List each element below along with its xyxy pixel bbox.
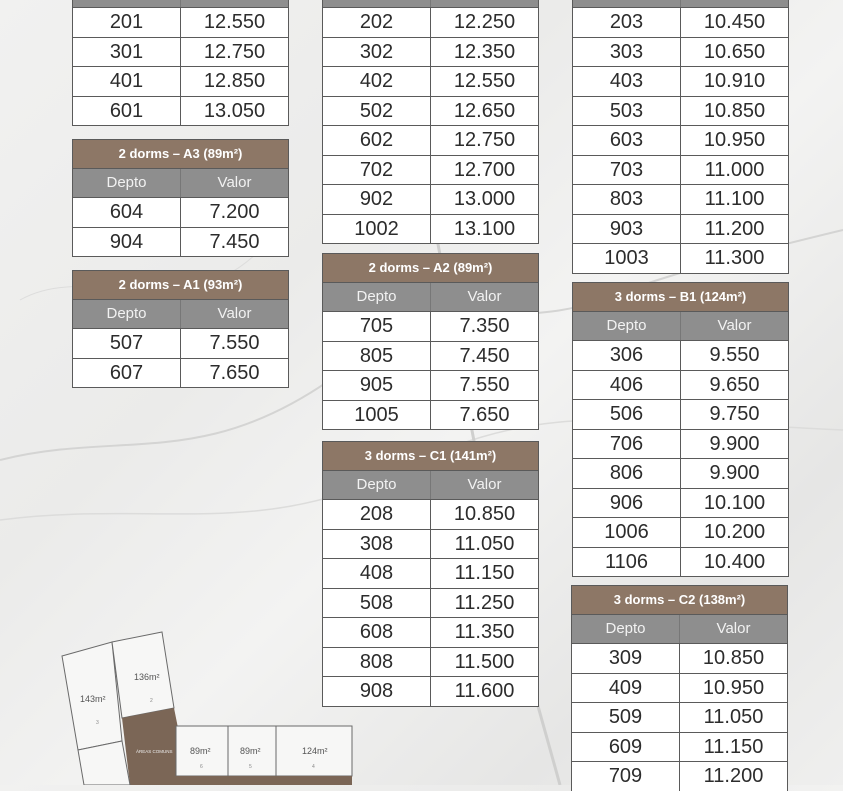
- area-label: 89m²: [240, 746, 261, 756]
- header-depto: Depto: [572, 615, 680, 643]
- area-label: 143m²: [80, 694, 106, 704]
- table-title: 2 dorms – A1 (93m²): [73, 271, 288, 300]
- depto-cell: 1003: [573, 244, 681, 273]
- valor-cell: 7.450: [459, 344, 510, 367]
- depto-cell: 609: [572, 733, 680, 762]
- table-header: [323, 283, 538, 311]
- table-row: [573, 517, 788, 547]
- depto-cell: 808: [323, 648, 431, 677]
- table-row: [73, 7, 288, 37]
- table-title: 2 dorms – A3 (89m²): [73, 140, 288, 169]
- valor-cell: 11.200: [704, 217, 765, 240]
- table-row: [573, 370, 788, 400]
- depto-cell: 302: [323, 38, 431, 67]
- depto-cell: 908: [323, 677, 431, 706]
- table-row: [323, 184, 538, 214]
- depto-cell: 805: [323, 342, 431, 371]
- price-table-a3: [72, 139, 289, 257]
- depto-cell: 803: [573, 185, 681, 214]
- price-table-c2: [571, 585, 788, 791]
- table-row: [573, 214, 788, 244]
- depto-cell: 503: [573, 97, 681, 126]
- depto-cell: 906: [573, 489, 681, 518]
- unit-number: 6: [200, 764, 203, 770]
- table-row: [573, 7, 788, 37]
- depto-cell: 607: [73, 359, 181, 388]
- depto-cell: 602: [323, 126, 431, 155]
- table-row: [73, 328, 288, 358]
- unit-number: 5: [249, 764, 252, 770]
- table-row: [73, 227, 288, 257]
- table-header: [323, 471, 538, 499]
- depto-cell: 509: [572, 703, 680, 732]
- table-row: [323, 558, 538, 588]
- table-row: [323, 96, 538, 126]
- price-table-a2: [322, 253, 539, 430]
- price-table-top-1: [72, 0, 289, 126]
- valor-cell: 12.700: [453, 158, 516, 181]
- table-row: [573, 37, 788, 67]
- depto-cell: 1005: [323, 401, 431, 430]
- table-row: [572, 643, 787, 673]
- depto-cell: 702: [323, 156, 431, 185]
- table-row: [572, 702, 787, 732]
- valor-cell: 11.600: [454, 680, 515, 702]
- depto-cell: 203: [573, 8, 681, 37]
- depto-cell: 401: [73, 67, 181, 96]
- area-label: 124m²: [302, 746, 328, 756]
- header-depto: Depto: [573, 312, 681, 340]
- table-body: [573, 7, 788, 273]
- depto-cell: 706: [573, 430, 681, 459]
- valor-cell: 10.200: [703, 521, 766, 543]
- area-label: 136m²: [134, 672, 160, 682]
- depto-cell: 603: [573, 126, 681, 155]
- valor-cell: 10.910: [703, 70, 766, 92]
- table-title: 3 dorms – B1 (124m²): [573, 283, 788, 312]
- depto-cell: 608: [323, 618, 431, 647]
- valor-cell: 10.850: [702, 647, 765, 669]
- table-row: [573, 155, 788, 185]
- table-header: [73, 300, 288, 328]
- table-row: [73, 197, 288, 227]
- depto-cell: 406: [573, 371, 681, 400]
- depto-cell: 502: [323, 97, 431, 126]
- depto-cell: 402: [323, 67, 431, 96]
- table-row: [73, 358, 288, 388]
- valor-cell: 10.650: [703, 40, 766, 63]
- valor-cell: 12.550: [453, 70, 516, 92]
- valor-cell: 11.350: [454, 621, 515, 643]
- table-row: [323, 311, 538, 341]
- depto-cell: 903: [573, 215, 681, 244]
- valor-cell: 7.200: [209, 201, 260, 223]
- depto-cell: 1106: [573, 548, 681, 577]
- header-valor: Valor: [717, 317, 752, 334]
- valor-cell: 11.050: [703, 706, 764, 728]
- table-row: [323, 214, 538, 244]
- header-depto: Depto: [73, 169, 181, 197]
- depto-cell: 208: [323, 500, 431, 529]
- table-body: [73, 328, 288, 387]
- table-header: [573, 312, 788, 340]
- valor-cell: 10.450: [703, 11, 766, 33]
- table-row: [573, 458, 788, 488]
- table-title: 3 dorms – C1 (141m²): [323, 442, 538, 471]
- unit-number: 2: [150, 698, 153, 704]
- depto-cell: 703: [573, 156, 681, 185]
- table-row: [573, 184, 788, 214]
- valor-cell: 12.750: [453, 129, 516, 151]
- header-depto: Depto: [73, 300, 181, 328]
- depto-cell: 507: [73, 329, 181, 358]
- valor-cell: 11.250: [454, 591, 515, 614]
- depto-cell: 303: [573, 38, 681, 67]
- common-area-label: ÁREAS COMUNS: [136, 749, 173, 754]
- valor-cell: 11.000: [704, 158, 765, 181]
- valor-cell: 9.900: [709, 462, 760, 484]
- depto-cell: 705: [323, 312, 431, 341]
- table-row: [323, 155, 538, 185]
- valor-cell: 12.750: [203, 40, 266, 63]
- table-row: [323, 125, 538, 155]
- unit-number: 4: [312, 764, 315, 770]
- price-table-b1: [572, 282, 789, 577]
- area-label: 89m²: [190, 746, 211, 756]
- valor-cell: 10.850: [703, 99, 766, 122]
- valor-cell: 10.950: [702, 676, 765, 699]
- header-valor: Valor: [217, 174, 252, 191]
- table-body: [573, 340, 788, 576]
- table-row: [572, 761, 787, 791]
- table-row: [573, 96, 788, 126]
- valor-cell: 11.100: [704, 188, 765, 210]
- depto-cell: 408: [323, 559, 431, 588]
- depto-cell: 508: [323, 589, 431, 618]
- valor-cell: 10.950: [703, 129, 766, 151]
- table-body: [572, 643, 787, 791]
- valor-cell: 11.050: [454, 532, 515, 555]
- price-table-top-3: [572, 0, 789, 274]
- valor-cell: 11.150: [454, 562, 515, 584]
- depto-cell: 709: [572, 762, 680, 791]
- valor-cell: 10.400: [703, 550, 766, 573]
- table-row: [572, 673, 787, 703]
- depto-cell: 604: [73, 198, 181, 227]
- header-depto: Depto: [323, 471, 431, 499]
- valor-cell: 12.650: [453, 99, 516, 122]
- table-body: [73, 7, 288, 125]
- valor-cell: 11.500: [454, 650, 515, 673]
- valor-cell: 12.250: [453, 11, 516, 33]
- table-row: [573, 243, 788, 273]
- depto-cell: 506: [573, 400, 681, 429]
- table-row: [73, 37, 288, 67]
- table-body: [323, 7, 538, 243]
- valor-cell: 11.150: [703, 735, 764, 758]
- table-title: 3 dorms – C2 (138m²): [572, 586, 787, 615]
- depto-cell: 905: [323, 371, 431, 400]
- valor-cell: 7.550: [459, 374, 510, 396]
- table-body: [73, 197, 288, 256]
- depto-cell: 403: [573, 67, 681, 96]
- table-row: [323, 499, 538, 529]
- table-row: [323, 7, 538, 37]
- table-row: [573, 488, 788, 518]
- table-row: [323, 529, 538, 559]
- unit-number: 3: [96, 720, 99, 726]
- header-valor: Valor: [217, 305, 252, 322]
- depto-cell: 306: [573, 341, 681, 370]
- depto-cell: 309: [572, 644, 680, 673]
- table-row: [323, 341, 538, 371]
- table-row: [573, 429, 788, 459]
- table-row: [572, 732, 787, 762]
- table-row: [323, 588, 538, 618]
- header-depto: Depto: [323, 283, 431, 311]
- table-row: [573, 125, 788, 155]
- depto-cell: 601: [73, 97, 181, 126]
- table-row: [323, 37, 538, 67]
- depto-cell: 308: [323, 530, 431, 559]
- valor-cell: 11.300: [704, 247, 765, 269]
- table-row: [573, 399, 788, 429]
- valor-cell: 7.650: [209, 361, 260, 384]
- valor-cell: 12.850: [203, 70, 266, 92]
- table-header: [572, 615, 787, 643]
- depto-cell: 1002: [323, 215, 431, 244]
- depto-cell: 202: [323, 8, 431, 37]
- depto-cell: 1006: [573, 518, 681, 547]
- depto-cell: 904: [73, 228, 181, 257]
- valor-cell: 11.200: [703, 765, 764, 787]
- depto-cell: 806: [573, 459, 681, 488]
- table-header: [73, 169, 288, 197]
- valor-cell: 7.550: [209, 332, 260, 354]
- table-row: [323, 400, 538, 430]
- table-row: [73, 96, 288, 126]
- valor-cell: 9.550: [709, 344, 760, 366]
- valor-cell: 10.100: [703, 491, 766, 514]
- valor-cell: 13.000: [453, 188, 516, 210]
- header-valor: Valor: [716, 620, 751, 637]
- depto-cell: 409: [572, 674, 680, 703]
- table-row: [573, 340, 788, 370]
- valor-cell: 12.550: [203, 11, 266, 33]
- floor-plan: [58, 628, 358, 785]
- valor-cell: 7.650: [459, 403, 510, 426]
- valor-cell: 9.750: [709, 403, 760, 425]
- valor-cell: 9.650: [709, 373, 760, 396]
- valor-cell: 12.350: [453, 40, 516, 63]
- table-row: [573, 66, 788, 96]
- depto-cell: 902: [323, 185, 431, 214]
- valor-cell: 13.050: [203, 99, 266, 122]
- valor-cell: 13.100: [453, 217, 516, 240]
- table-row: [323, 66, 538, 96]
- valor-cell: 9.900: [709, 432, 760, 455]
- depto-cell: 301: [73, 38, 181, 67]
- depto-cell: 201: [73, 8, 181, 37]
- header-valor: Valor: [467, 476, 502, 493]
- price-table-a1: [72, 270, 289, 388]
- table-row: [73, 66, 288, 96]
- table-row: [573, 547, 788, 577]
- valor-cell: 10.850: [453, 503, 516, 525]
- valor-cell: 7.350: [459, 315, 510, 337]
- table-title: 2 dorms – A2 (89m²): [323, 254, 538, 283]
- valor-cell: 7.450: [209, 230, 260, 253]
- table-row: [323, 370, 538, 400]
- table-body: [323, 311, 538, 429]
- header-valor: Valor: [467, 288, 502, 305]
- price-table-top-2: [322, 0, 539, 244]
